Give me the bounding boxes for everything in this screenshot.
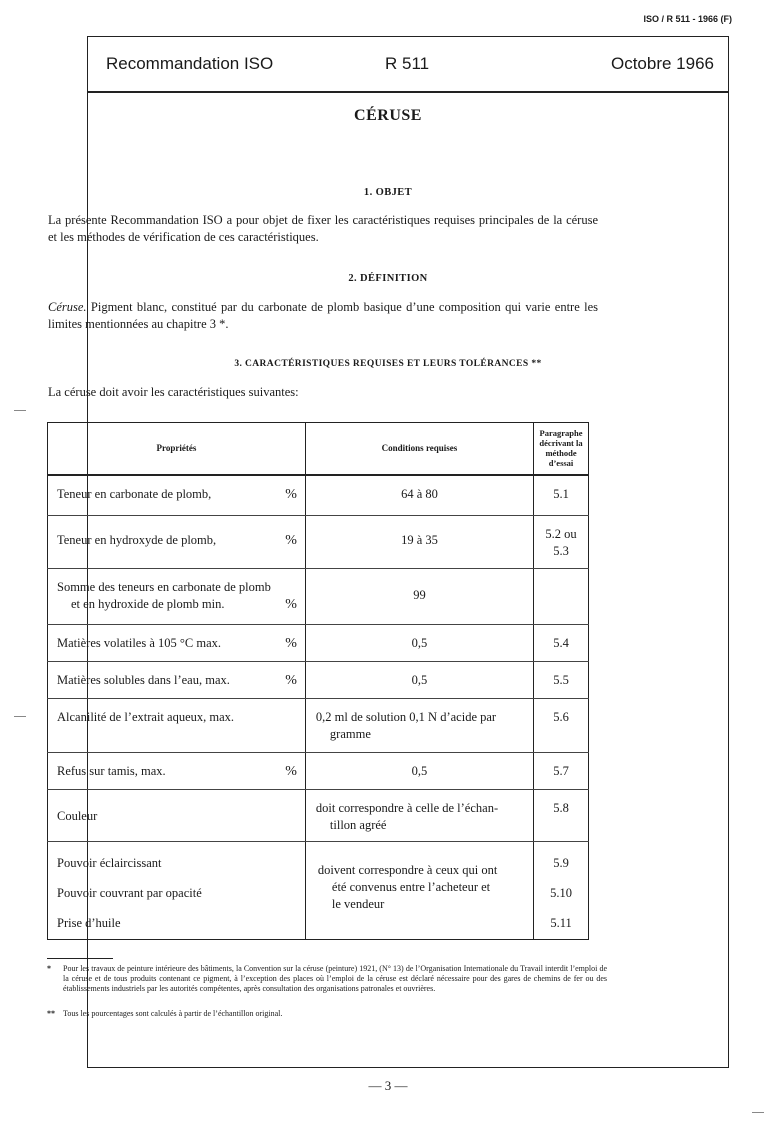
condition-cell: 19 à 35 — [305, 516, 533, 569]
percent-unit: % — [285, 764, 297, 779]
section-text-caracteristiques: La céruse doit avoir les caractéristiques suivantes: — [48, 385, 299, 399]
property-cell: Matières volatiles à 105 °C max. % — [48, 625, 306, 662]
table-row — [48, 625, 589, 662]
percent-unit: % — [285, 597, 297, 612]
condition-cell: 64 à 80 — [305, 475, 533, 516]
footnote-1 — [47, 964, 607, 994]
page-number: — 3 — — [368, 1078, 408, 1093]
method-cell: 5.8 — [534, 790, 589, 842]
section-text-objet: La présente Recommandation ISO a pour objet de fixer les caractéristiques requises principales de la céruse et les méthodes de vérification de ces caractéristiques. — [48, 213, 598, 244]
margin-mark — [14, 716, 26, 717]
property-cell: Teneur en hydroxyde de plomb, % — [48, 516, 306, 569]
percent-unit: % — [285, 533, 297, 548]
method-cell: 5.6 — [534, 699, 589, 753]
method-cell — [534, 569, 589, 625]
table-row — [48, 569, 589, 625]
header-method: Paragraphe décrivant la méthode d’essai — [534, 423, 589, 475]
document-reference: ISO / R 511 - 1966 (F) — [643, 14, 732, 24]
condition-cell: 0,5 — [305, 662, 533, 699]
method-cell: 5.9 5.10 5.11 — [534, 842, 589, 940]
footnote-mark: * — [47, 964, 51, 973]
footnote-rule — [47, 958, 113, 959]
condition-cell: doit correspondre à celle de l’échan- tillon agréé — [305, 790, 533, 842]
table-row-group — [48, 842, 589, 940]
method-cell: 5.2 ou 5.3 — [534, 516, 589, 569]
table-row — [48, 790, 589, 842]
property-cell: Couleur — [48, 790, 306, 842]
header-properties: Propriétés — [48, 423, 306, 475]
property-cell: Somme des teneurs en carbonate de plomb et en hydroxide de plomb min. % — [48, 569, 306, 625]
header-date: Octobre 1966 — [610, 54, 714, 73]
properties-table — [47, 422, 589, 940]
condition-cell: 99 — [305, 569, 533, 625]
property-cell: Alcanilité de l’extrait aqueux, max. — [48, 699, 306, 753]
condition-cell: 0,5 — [305, 753, 533, 790]
margin-mark — [752, 1112, 764, 1113]
header-conditions: Conditions requises — [305, 423, 533, 475]
method-cell: 5.4 — [534, 625, 589, 662]
percent-unit: % — [285, 486, 297, 502]
document-title: CÉRUSE — [354, 107, 422, 124]
definition-term: Céruse. — [48, 300, 87, 314]
property-cell: Teneur en carbonate de plomb, % — [48, 475, 306, 516]
page-header — [88, 37, 728, 93]
header-number: R 511 — [385, 54, 430, 73]
definition-body: Pigment blanc, constitué par du carbonate de plomb basique d’une composition qui varie entre les limites mentionnées au chapitre 3 *. — [48, 300, 598, 331]
condition-cell: doivent correspondre à ceux qui ont été convenus entre l’acheteur et le vendeur — [305, 842, 533, 940]
property-cell: Pouvoir éclaircissant Pouvoir couvrant par opacité Prise d’huile — [48, 842, 306, 940]
footnote-mark: ** — [47, 1009, 55, 1018]
section-heading-definition: 2. DÉFINITION — [348, 273, 428, 284]
footnote-text: Pour les travaux de peinture intérieure des bâtiments, la Convention sur la céruse (peinture) 1921, (N° 13) de l’Organisation Internationale du Travail interdit l’emploi de la céruse et de tous produits contenant ce pigment, à l’exception des places où l’emploi de la céruse est déclaré nécessaire pour des gares de chemins de fer ou des établissements industriels par les autorités compétentes, après consultation des organisations patronales et ouvrières. — [63, 964, 607, 993]
method-cell: 5.1 — [534, 475, 589, 516]
table-row — [48, 753, 589, 790]
margin-mark — [14, 410, 26, 411]
method-cell: 5.7 — [534, 753, 589, 790]
table-row — [48, 699, 589, 753]
header-title: Recommandation ISO — [106, 54, 274, 73]
table-row — [48, 475, 589, 516]
condition-cell: 0,2 ml de solution 0,1 N d’acide par gramme — [305, 699, 533, 753]
method-cell: 5.5 — [534, 662, 589, 699]
section-heading-caracteristiques: 3. CARACTÉRISTIQUES REQUISES ET LEURS TOLÉRANCES ** — [234, 359, 542, 369]
percent-unit: % — [285, 673, 297, 688]
table-row — [48, 516, 589, 569]
footnote-text: Tous les pourcentages sont calculés à partir de l’échantillon original. — [63, 1009, 283, 1018]
footnote-2 — [47, 1009, 607, 1019]
section-text-definition — [48, 299, 598, 333]
property-cell: Matières solubles dans l’eau, max. % — [48, 662, 306, 699]
table-row — [48, 662, 589, 699]
percent-unit: % — [285, 636, 297, 651]
condition-cell: 0,5 — [305, 625, 533, 662]
section-heading-objet: 1. OBJET — [363, 187, 413, 198]
property-cell: Refus sur tamis, max. % — [48, 753, 306, 790]
